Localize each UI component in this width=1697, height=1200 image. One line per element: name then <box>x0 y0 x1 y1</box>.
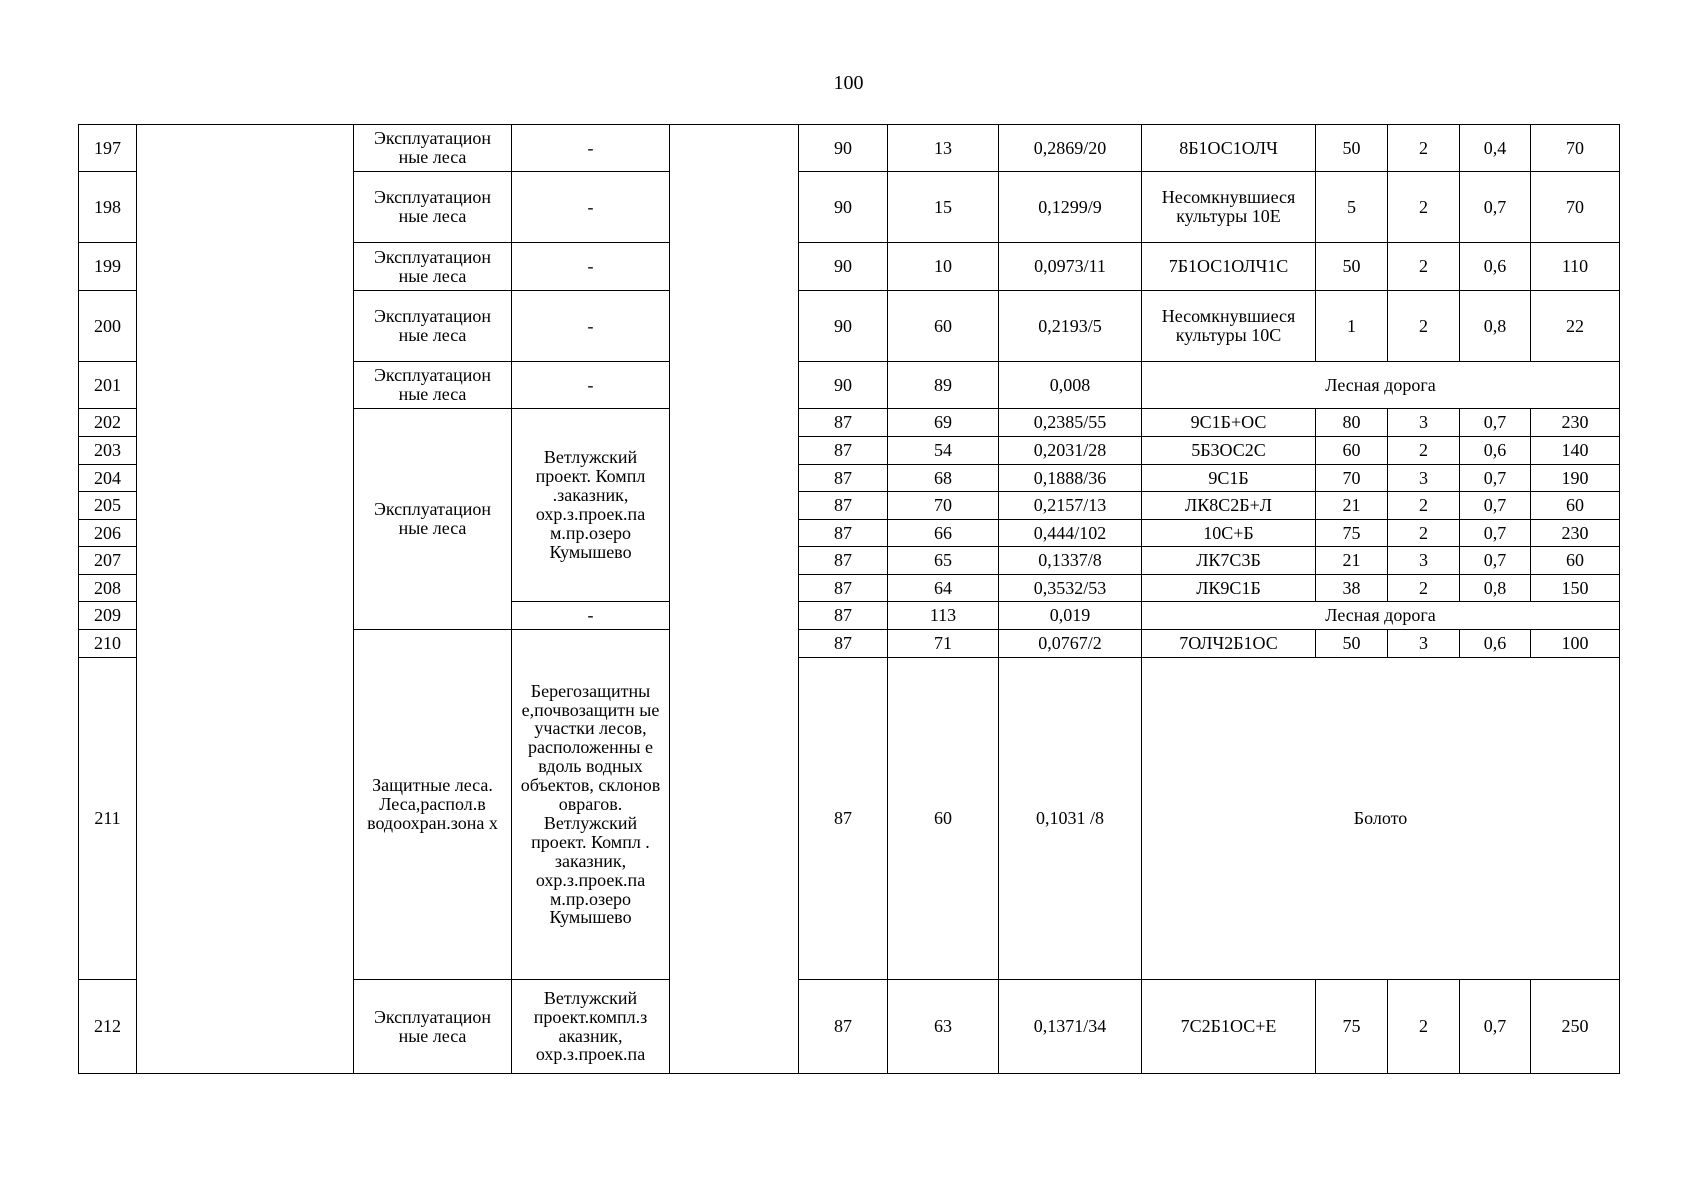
composition-cell: 7ОЛЧ2Б1ОС <box>1142 630 1316 658</box>
forest-type-cell: Эксплуатацион ные леса <box>354 980 512 1074</box>
age-cell: 21 <box>1316 547 1388 575</box>
kvartal-cell: 90 <box>799 243 888 291</box>
forest-type-cell: Эксплуатацион ные леса <box>354 362 512 409</box>
forest-type-cell: Эксплуатацион ные леса <box>354 291 512 362</box>
category-cell: Берегозащитны е,почвозащитн ые участки лесов, расположенны е вдоль водных объектов, склонов оврагов. Ветлужский проект. Компл . заказник, охр.з.проек.па м.пр.озеро Кумышево <box>512 630 670 980</box>
bonitet-cell: 3 <box>1388 465 1460 492</box>
bonitet-cell: 2 <box>1388 980 1460 1074</box>
kvartal-cell: 87 <box>799 437 888 465</box>
density-cell: 0,4 <box>1460 125 1531 172</box>
density-cell: 0,6 <box>1460 437 1531 465</box>
row-number: 212 <box>79 980 137 1074</box>
composition-cell: 8Б1ОС1ОЛЧ <box>1142 125 1316 172</box>
vydel-cell: 89 <box>888 362 999 409</box>
forest-type-cell: Защитные леса. Леса,распол.в водоохран.зона х <box>354 630 512 980</box>
stock-cell: 100 <box>1531 630 1620 658</box>
composition-cell: 7С2Б1ОС+Е <box>1142 980 1316 1074</box>
area-cell: 0,0767/2 <box>999 630 1142 658</box>
vydel-cell: 71 <box>888 630 999 658</box>
composition-cell: 5Б3ОС2С <box>1142 437 1316 465</box>
row-number: 204 <box>79 465 137 492</box>
forest-type-cell: Эксплуатацион ные леса <box>354 125 512 172</box>
bonitet-cell: 2 <box>1388 291 1460 362</box>
bonitet-cell: 2 <box>1388 243 1460 291</box>
vydel-cell: 65 <box>888 547 999 575</box>
kvartal-cell: 87 <box>799 658 888 980</box>
age-cell: 1 <box>1316 291 1388 362</box>
vydel-cell: 10 <box>888 243 999 291</box>
density-cell: 0,7 <box>1460 409 1531 437</box>
area-cell: 0,008 <box>999 362 1142 409</box>
note-cell: Болото <box>1142 658 1620 980</box>
density-cell: 0,8 <box>1460 291 1531 362</box>
row-number: 202 <box>79 409 137 437</box>
composition-cell: 10С+Б <box>1142 520 1316 547</box>
density-cell: 0,7 <box>1460 980 1531 1074</box>
age-cell: 21 <box>1316 492 1388 520</box>
stock-cell: 150 <box>1531 575 1620 602</box>
kvartal-cell: 87 <box>799 630 888 658</box>
category-cell: - <box>512 243 670 291</box>
row-number: 206 <box>79 520 137 547</box>
note-cell: Лесная дорога <box>1142 362 1620 409</box>
age-cell: 50 <box>1316 630 1388 658</box>
composition-cell: ЛК7С3Б <box>1142 547 1316 575</box>
vydel-cell: 13 <box>888 125 999 172</box>
vydel-cell: 60 <box>888 658 999 980</box>
stock-cell: 230 <box>1531 520 1620 547</box>
forest-type-cell: Эксплуатацион ные леса <box>354 243 512 291</box>
table-row <box>79 125 1620 172</box>
vydel-cell: 113 <box>888 602 999 630</box>
category-cell: - <box>512 172 670 243</box>
bonitet-cell: 2 <box>1388 172 1460 243</box>
bonitet-cell: 3 <box>1388 630 1460 658</box>
area-cell: 0,1299/9 <box>999 172 1142 243</box>
stock-cell: 250 <box>1531 980 1620 1074</box>
row-number: 199 <box>79 243 137 291</box>
kvartal-cell: 90 <box>799 291 888 362</box>
age-cell: 38 <box>1316 575 1388 602</box>
page-number: 100 <box>833 72 864 94</box>
category-cell: - <box>512 602 670 630</box>
kvartal-cell: 87 <box>799 547 888 575</box>
density-cell: 0,8 <box>1460 575 1531 602</box>
area-cell: 0,2869/20 <box>999 125 1142 172</box>
row-number: 211 <box>79 658 137 980</box>
row-number: 205 <box>79 492 137 520</box>
row-number: 203 <box>79 437 137 465</box>
bonitet-cell: 3 <box>1388 547 1460 575</box>
composition-cell: 7Б1ОС1ОЛЧ1С <box>1142 243 1316 291</box>
area-cell: 0,2157/13 <box>999 492 1142 520</box>
age-cell: 75 <box>1316 520 1388 547</box>
area-cell: 0,3532/53 <box>999 575 1142 602</box>
composition-cell: 9С1Б+ОС <box>1142 409 1316 437</box>
kvartal-cell: 87 <box>799 409 888 437</box>
stock-cell: 190 <box>1531 465 1620 492</box>
area-cell: 0,2385/55 <box>999 409 1142 437</box>
row-number: 207 <box>79 547 137 575</box>
bonitet-cell: 2 <box>1388 575 1460 602</box>
age-cell: 70 <box>1316 465 1388 492</box>
area-cell: 0,1031 /8 <box>999 658 1142 980</box>
area-cell: 0,1337/8 <box>999 547 1142 575</box>
category-cell: - <box>512 291 670 362</box>
category-cell: Ветлужский проект. Компл .заказник, охр.з.проек.па м.пр.озеро Кумышево <box>512 409 670 602</box>
area-cell: 0,019 <box>999 602 1142 630</box>
age-cell: 50 <box>1316 243 1388 291</box>
area-cell: 0,2193/5 <box>999 291 1142 362</box>
density-cell: 0,6 <box>1460 243 1531 291</box>
age-cell: 80 <box>1316 409 1388 437</box>
forest-type-cell: Эксплуатацион ные леса <box>354 409 512 630</box>
density-cell: 0,7 <box>1460 172 1531 243</box>
kvartal-cell: 87 <box>799 465 888 492</box>
category-cell: Ветлужский проект.компл.з аказник, охр.з.проек.па <box>512 980 670 1074</box>
kvartal-cell: 87 <box>799 520 888 547</box>
density-cell: 0,7 <box>1460 520 1531 547</box>
bonitet-cell: 2 <box>1388 520 1460 547</box>
row-number: 197 <box>79 125 137 172</box>
kvartal-cell: 90 <box>799 172 888 243</box>
forest-plots-table <box>78 124 1620 1074</box>
area-cell: 0,0973/11 <box>999 243 1142 291</box>
row-number: 201 <box>79 362 137 409</box>
stock-cell: 110 <box>1531 243 1620 291</box>
blank-cell <box>670 125 799 1074</box>
area-cell: 0,1371/34 <box>999 980 1142 1074</box>
kvartal-cell: 87 <box>799 980 888 1074</box>
kvartal-cell: 87 <box>799 602 888 630</box>
density-cell: 0,6 <box>1460 630 1531 658</box>
kvartal-cell: 87 <box>799 575 888 602</box>
kvartal-cell: 90 <box>799 362 888 409</box>
stock-cell: 70 <box>1531 125 1620 172</box>
composition-cell: ЛК9С1Б <box>1142 575 1316 602</box>
row-number: 208 <box>79 575 137 602</box>
note-cell: Лесная дорога <box>1142 602 1620 630</box>
stock-cell: 230 <box>1531 409 1620 437</box>
density-cell: 0,7 <box>1460 465 1531 492</box>
density-cell: 0,7 <box>1460 492 1531 520</box>
vydel-cell: 15 <box>888 172 999 243</box>
kvartal-cell: 90 <box>799 125 888 172</box>
vydel-cell: 54 <box>888 437 999 465</box>
row-number: 200 <box>79 291 137 362</box>
category-cell: - <box>512 125 670 172</box>
category-cell: - <box>512 362 670 409</box>
age-cell: 75 <box>1316 980 1388 1074</box>
stock-cell: 22 <box>1531 291 1620 362</box>
age-cell: 50 <box>1316 125 1388 172</box>
stock-cell: 60 <box>1531 547 1620 575</box>
area-cell: 0,1888/36 <box>999 465 1142 492</box>
age-cell: 5 <box>1316 172 1388 243</box>
stock-cell: 70 <box>1531 172 1620 243</box>
vydel-cell: 60 <box>888 291 999 362</box>
row-number: 210 <box>79 630 137 658</box>
vydel-cell: 70 <box>888 492 999 520</box>
age-cell: 60 <box>1316 437 1388 465</box>
vydel-cell: 64 <box>888 575 999 602</box>
bonitet-cell: 2 <box>1388 492 1460 520</box>
vydel-cell: 68 <box>888 465 999 492</box>
area-cell: 0,2031/28 <box>999 437 1142 465</box>
bonitet-cell: 2 <box>1388 125 1460 172</box>
density-cell: 0,7 <box>1460 547 1531 575</box>
kvartal-cell: 87 <box>799 492 888 520</box>
composition-cell: ЛК8С2Б+Л <box>1142 492 1316 520</box>
row-number: 198 <box>79 172 137 243</box>
vydel-cell: 69 <box>888 409 999 437</box>
vydel-cell: 63 <box>888 980 999 1074</box>
forest-type-cell: Эксплуатацион ные леса <box>354 172 512 243</box>
row-number: 209 <box>79 602 137 630</box>
composition-cell: Несомкнувшиеся культуры 10С <box>1142 291 1316 362</box>
composition-cell: Несомкнувшиеся культуры 10Е <box>1142 172 1316 243</box>
area-cell: 0,444/102 <box>999 520 1142 547</box>
vydel-cell: 66 <box>888 520 999 547</box>
stock-cell: 60 <box>1531 492 1620 520</box>
blank-cell <box>137 125 354 1074</box>
composition-cell: 9С1Б <box>1142 465 1316 492</box>
bonitet-cell: 3 <box>1388 409 1460 437</box>
bonitet-cell: 2 <box>1388 437 1460 465</box>
stock-cell: 140 <box>1531 437 1620 465</box>
